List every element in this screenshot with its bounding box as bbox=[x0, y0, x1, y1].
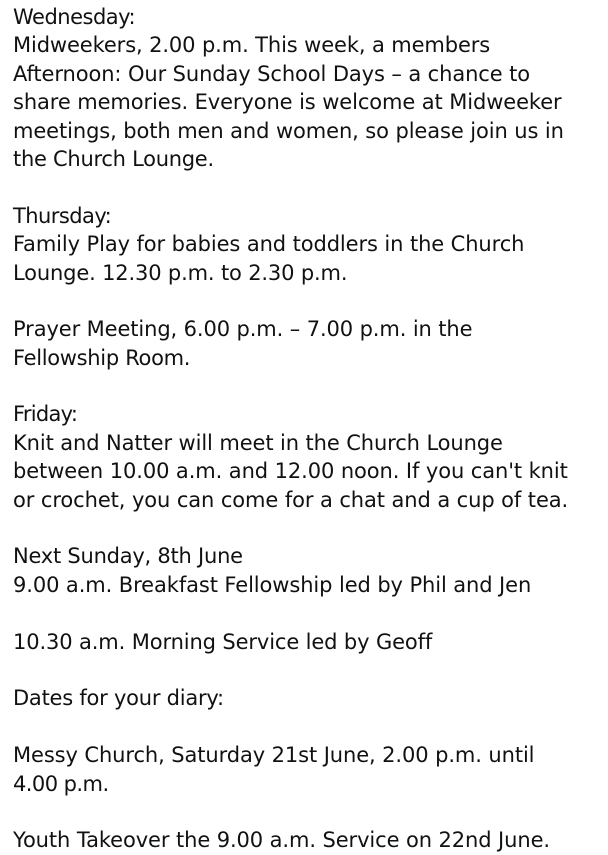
text-line: Fellowship Room. bbox=[13, 345, 191, 370]
text-line: between 10.00 a.m. and 12.00 noon. If you can't knit bbox=[13, 459, 568, 484]
text-line: Knit and Natter will meet in the Church Lounge bbox=[13, 430, 503, 455]
text-line: share memories. Everyone is welcome at Midweeker bbox=[13, 90, 562, 115]
text-line: or crochet, you can come for a chat and a cup of tea. bbox=[13, 487, 569, 512]
text-line: 4.00 p.m. bbox=[13, 771, 109, 796]
text-line: the Church Lounge. bbox=[13, 146, 214, 171]
next-sunday-heading: Next Sunday, 8th June bbox=[13, 544, 243, 569]
text-line: Midweekers, 2.00 p.m. This week, a members bbox=[13, 33, 491, 58]
friday-heading: Friday: bbox=[13, 402, 78, 427]
text-line: Family Play for babies and toddlers in the Church bbox=[13, 232, 525, 257]
text-line: Prayer Meeting, 6.00 p.m. – 7.00 p.m. in the bbox=[13, 317, 473, 342]
notice-text bbox=[13, 3, 603, 855]
thursday-heading: Thursday: bbox=[13, 203, 112, 228]
text-line: 10.30 a.m. Morning Service led by Geoff bbox=[13, 629, 433, 654]
text-line: Youth Takeover the 9.00 a.m. Service on 22nd June. bbox=[13, 828, 550, 853]
blank-line bbox=[13, 372, 603, 400]
diary-heading: Dates for your diary: bbox=[13, 686, 224, 711]
blank-line bbox=[13, 287, 603, 315]
blank-line bbox=[13, 656, 603, 684]
text-line: Lounge. 12.30 p.m. to 2.30 p.m. bbox=[13, 260, 348, 285]
blank-line bbox=[13, 514, 603, 542]
blank-line bbox=[13, 798, 603, 826]
blank-line bbox=[13, 713, 603, 741]
text-line: 9.00 a.m. Breakfast Fellowship led by Phil and Jen bbox=[13, 572, 532, 597]
blank-line bbox=[13, 173, 603, 201]
text-line: Messy Church, Saturday 21st June, 2.00 p.m. until bbox=[13, 743, 535, 768]
blank-line bbox=[13, 599, 603, 627]
text-line: meetings, both men and women, so please join us in bbox=[13, 118, 564, 143]
text-line: Afternoon: Our Sunday School Days – a chance to bbox=[13, 61, 530, 86]
wednesday-heading: Wednesday: bbox=[13, 5, 136, 29]
